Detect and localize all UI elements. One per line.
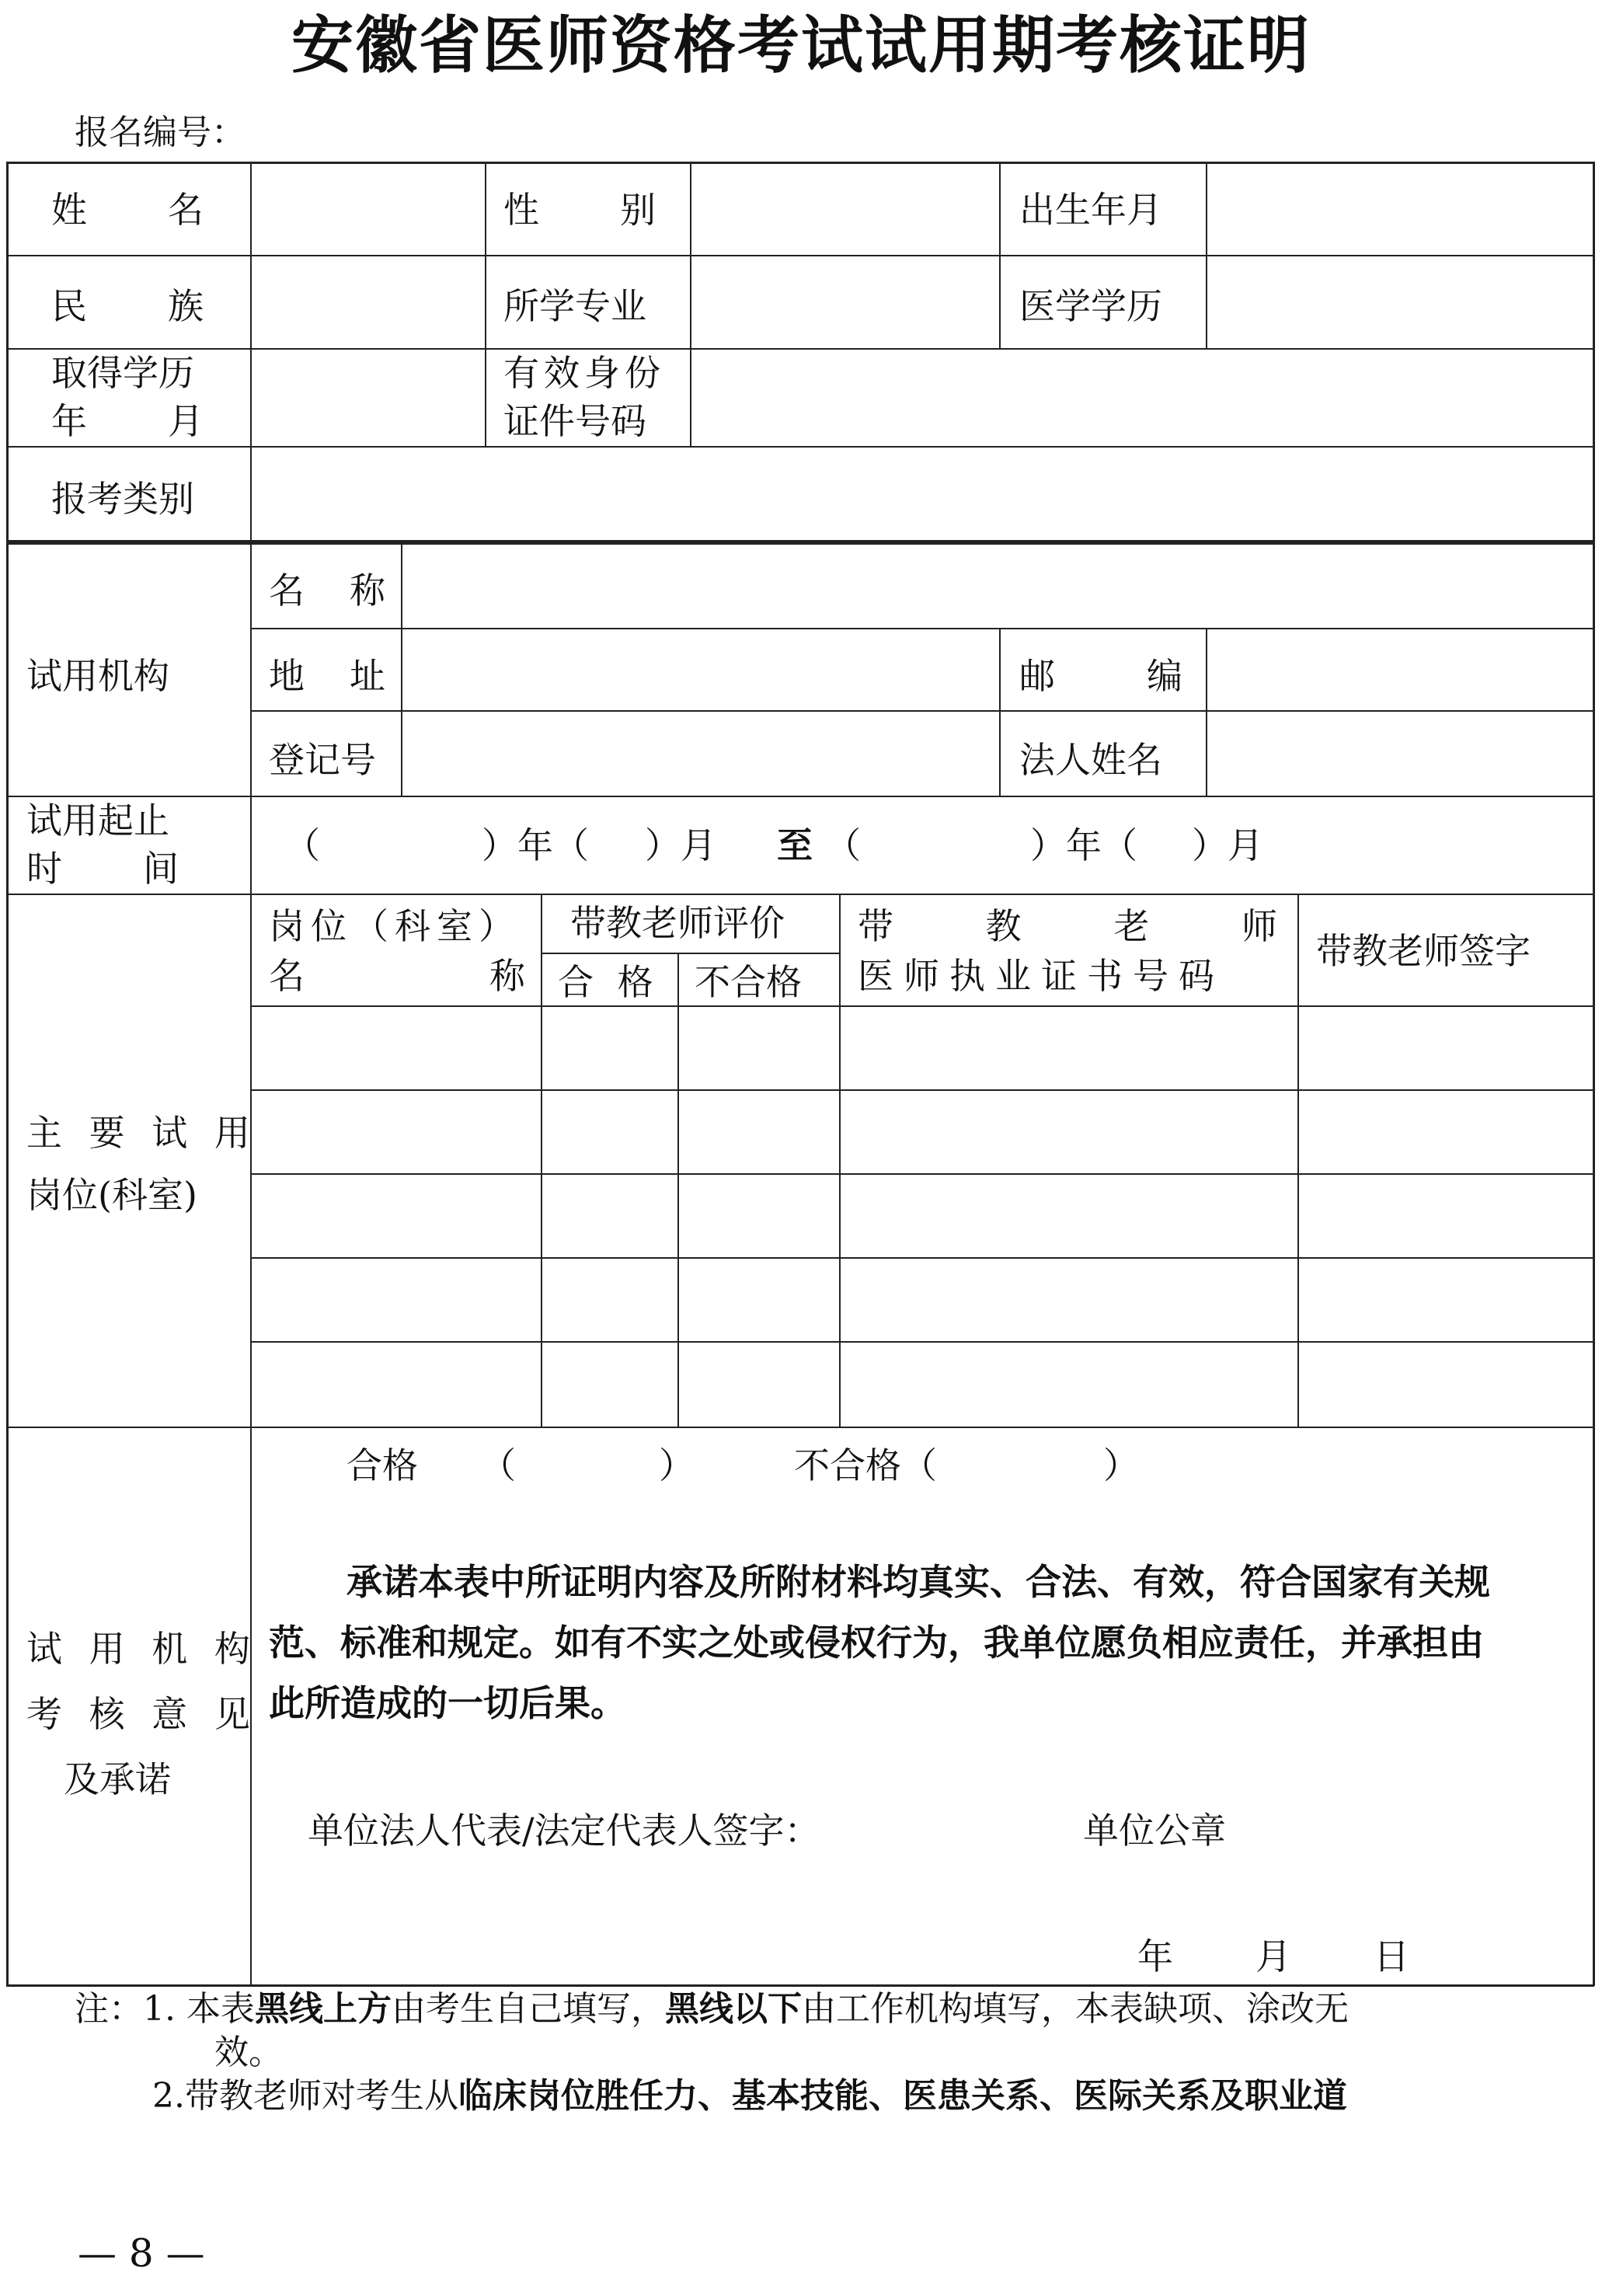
period-label-line2: 时 间	[26, 848, 179, 890]
date-label: 年 月 日	[1137, 1935, 1409, 1977]
note-2: 2.带教老师对考生从临床岗位胜任力、基本技能、医患关系、医际关系及职业道	[152, 2076, 1347, 2116]
ethnicity-label: 民 族	[51, 285, 204, 327]
fail-col-header: 不合格	[695, 961, 802, 1003]
note-1-continuation: 效。	[214, 2033, 283, 2072]
legal-person-label: 法人姓名	[1019, 739, 1162, 781]
signature-col-header: 带教老师签字	[1316, 930, 1531, 972]
birth-date-label: 出生年月	[1019, 189, 1162, 231]
promise-line1: 承诺本表中所证明内容及所附材料均真实、合法、有效，符合国家有关规	[347, 1561, 1490, 1603]
institution-name-label: 名 称	[269, 570, 385, 611]
dept-col-header-line1: 岗位（科室）	[269, 905, 521, 947]
teacher-eval-header: 带教老师评价	[570, 902, 785, 944]
pass-col-header: 合 格	[558, 961, 660, 1003]
education-label: 医学学历	[1019, 285, 1162, 327]
education-date-label-line2: 年 月	[51, 400, 204, 442]
page-number: — 8 —	[78, 2231, 205, 2276]
period-label-line1: 试用起止	[26, 800, 169, 841]
unit-seal-label: 单位公章	[1083, 1810, 1226, 1852]
education-date-label-line1: 取得学历	[51, 352, 194, 394]
posts-label-line2: 岗位(科室)	[26, 1174, 197, 1216]
cert-col-header-line1: 带 教 老 师	[858, 905, 1277, 947]
institution-label: 试用机构	[26, 655, 169, 697]
id-number-label-line2: 证件号码	[503, 400, 646, 442]
promise-line3: 此所造成的一切后果。	[269, 1682, 626, 1724]
id-number-label-line1: 有效身份	[503, 352, 665, 394]
exam-category-label: 报考类别	[51, 478, 194, 520]
note-1: 注：1. 本表黑线上方由考生自己填写，黑线以下由工作机构填写，本表缺项、涂改无	[75, 1989, 1349, 2029]
opinion-label-line2: 考 核 意 见	[26, 1693, 258, 1735]
legal-signature-label: 单位法人代表/法定代表人签字：	[308, 1810, 820, 1852]
name-label: 姓 名	[51, 189, 204, 231]
major-label: 所学专业	[503, 285, 646, 327]
postcode-label: 邮 编	[1019, 655, 1182, 697]
registration-number-label: 报名编号：	[75, 113, 246, 152]
form-title: 安徽省医师资格考试试用期考核证明	[291, 9, 1311, 82]
institution-address-label: 地 址	[269, 655, 385, 697]
opinion-label-line1: 试 用 机 构	[26, 1628, 258, 1670]
registration-label: 登记号	[269, 739, 376, 781]
opinion-label-line3: 及承诺	[64, 1758, 171, 1800]
posts-label-line1: 主 要 试 用	[26, 1112, 258, 1154]
gender-label: 性 别	[503, 189, 656, 231]
promise-line2: 范、标准和规定。如有不实之处或侵权行为，我单位愿负相应责任，并承担由	[269, 1622, 1484, 1664]
form-notes	[75, 1988, 1551, 2118]
dept-col-header-line2: 名 称	[269, 955, 525, 997]
cert-col-header-line2: 医师执业证书号码	[858, 955, 1224, 997]
